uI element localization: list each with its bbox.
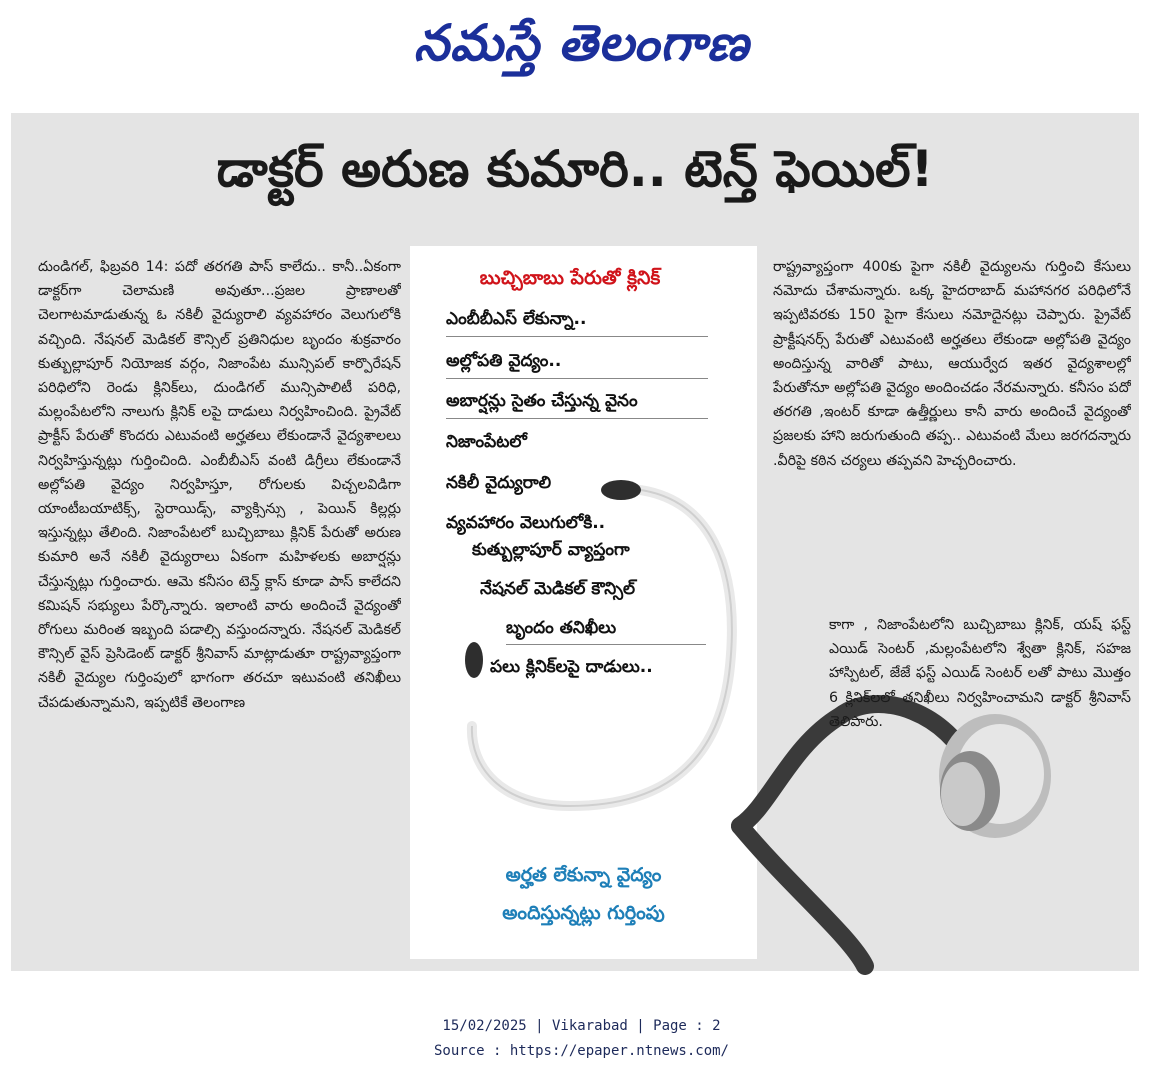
masthead-title: నమస్తే తెలంగాణ — [413, 13, 750, 72]
sidebar-tagline-line2: అందిస్తున్నట్లు గుర్తింపు — [502, 902, 665, 924]
sidebar-bullet: నిజాంపేటలో — [446, 432, 527, 452]
left-column-text: దుండిగల్, ఫిబ్రవరి 14: పదో తరగతి పాస్ కాలేదు.. కానీ..ఏకంగా డాక్టర్‌గా చెలామణి అవుతూ...ప్రజల ప్రాణాలతో చెలగాటమాడుతున్న ఓ నకిలీ వైద్యురాలి వ్యవహారం వెలుగులోకి వచ్చింది. నేషనల్ మెడికల్ కౌన్సిల్ ప్రతినిధుల బృందం శుక్రవారం కుత్బుల్లాపూర్ నియోజక వర్గం, నిజాంపేట మున్సిపల్ కార్పొరేషన్ పరిధిలోని రెండు క్లినిక్‌లు, దుండిగల్ మున్సిపాలిటీ పరిధి, మల్లంపేటలోని నాలుగు క్లినిక్ లపై దాడులు నిర్వహించింది. ప్రైవేట్ ప్రాక్టీస్ పేరుతో కొందరు ఎటువంటి అర్హతలు లేకుండానే వైద్యశాలలు నిర్వహిస్తున్నట్లు గుర్తించింది. ఎంబీబీఎస్ వంటి డిగ్రీలు లేకుండానే అల్లోపతి వైద్యం నిర్వహిస్తూ, రోగులకు విచ్చలవిడిగా యాంటీబయాటిక్స్, స్టెరాయిడ్స్, వ్యాక్సిన్సు , పెయిన్ కిల్లర్లు ఇస్తున్నట్లు తేలింది. నిజాంపేటలో బుచ్చిబాబు క్లినిక్ పేరుతో అరుణ కుమారి అనే నకిలీ వైద్యురాలు ఏకంగా మహిళలకు అబార్షన్లు చేస్తున్నట్లు గుర్తించారు. ఆమె కనీసం టెన్త్ క్లాస్ కూడా పాస్ కాలేదని కమిషన్ సభ్యులు పేర్కొన్నారు. ఇలాంటి వారు అందించే వైద్యంతో రోగులు మరింత ఇబ్బంది పడాల్సి వస్తుందన్నారు. నేషనల్ మెడికల్ కౌన్సిల్ వైస్ ప్రెసిడెంట్ డాక్టర్ శ్రీనివాస్ మాట్లాడుతూ రాష్ట్రవ్యాప్తంగా నకిలీ వైద్యుల గుర్తింపులో భాగంగా తరచూ ఇటువంటి తనిఖీలు చేపడుతున్నామని, ఇప్పటికే తెలంగాణ — [38, 259, 401, 711]
right-column-top — [773, 255, 1131, 595]
right-column-top-text: రాష్ట్రవ్యాప్తంగా 400కు పైగా నకిలీ వైద్యులను గుర్తించి కేసులు నమోదు చేశామన్నారు. ఒక్క హైదరాబాద్ మహానగర పరిధిలోనే ఇప్పటివరకు 150 పైగా కేసులు నమోదైనట్లు చెప్పారు. ప్రైవేట్ ప్రాక్టీషనర్స్ పేరుతో ఎటువంటి అర్హతలు లేకుండా అల్లోపతి వైద్యం అందిస్తున్న వారితో పాటు, ఆయుర్వేద ఇతర వైద్యశాలల్లో పేరుతోనూ అల్లోపతి వైద్యం అందించడం నేరమన్నారు. కనీసం పదో తరగతి ,ఇంటర్ కూడా ఉత్తీర్ణులు కానీ వారు అందించే వైద్యంతో ప్రజలకు హాని జరుగుతుంది తప్ప.. ఎటువంటి మేలు జరగదన్నారు .వీరిపై కఠిన చర్యలు తప్పవని హెచ్చరించారు. — [773, 259, 1131, 469]
sidebar-bullet: నకిలీ వైద్యురాలి — [446, 473, 552, 493]
sidebar-tagline-line1: అర్హత లేకున్నా వైద్యం — [505, 864, 662, 886]
sidebar-subhead: బుచ్చిబాబు పేరుతో క్లినిక్ — [479, 267, 661, 289]
sidebar-bullet: ఎంబీబీఎస్ లేకున్నా.. — [446, 309, 587, 329]
footer-edition-info: 15/02/2025 | Vikarabad | Page : 2 — [442, 1018, 721, 1034]
sidebar-bullet: వ్యవహారం వెలుగులోకి.. — [446, 513, 606, 533]
sidebar-bullet: పలు క్లినిక్‌లపై దాడులు.. — [490, 657, 653, 677]
bullet-divider — [446, 418, 708, 419]
bullet-divider — [446, 378, 708, 379]
right-column-bottom — [829, 613, 1131, 953]
bullet-divider — [506, 644, 706, 645]
sidebar-bullet: అల్లోపతి వైద్యం.. — [446, 351, 562, 371]
right-column-bottom-text: కాగా , నిజాంపేటలోని బుచ్చిబాబు క్లినిక్, యష్ ఫస్ట్ ఎయిడ్ సెంటర్ ,మల్లంపేటలోని శ్వేతా క్లినిక్, సహజ హాస్పిటల్, జేజే ఫస్ట్ ఎయిడ్ సెంటర్ లతో పాటు మొత్తం 6 క్లినిక్‌లలో తనిఖీలు నిర్వహించామని డాక్టర్ శ్రీనివాస్ తెలిపారు. — [829, 617, 1131, 730]
footer-source: Source : https://epaper.ntnews.com/ — [433, 1043, 729, 1059]
sidebar-box — [410, 246, 757, 959]
sidebar-bullet: నేషనల్ మెడికల్ కౌన్సిల్ — [480, 579, 636, 599]
sidebar-bullet: బృందం తనిఖీలు — [506, 618, 617, 638]
sidebar-bullet: కుత్బుల్లాపూర్ వ్యాప్తంగా — [472, 540, 630, 560]
left-column — [38, 255, 401, 955]
article-headline: డాక్టర్ అరుణ కుమారి.. టెన్త్ ఫెయిల్! — [216, 140, 934, 198]
sidebar-bullet: అబార్షన్లు సైతం చేస్తున్న వైనం — [446, 391, 638, 411]
bullet-divider — [446, 336, 708, 337]
news-clipping — [11, 113, 1139, 971]
masthead — [0, 8, 1163, 78]
